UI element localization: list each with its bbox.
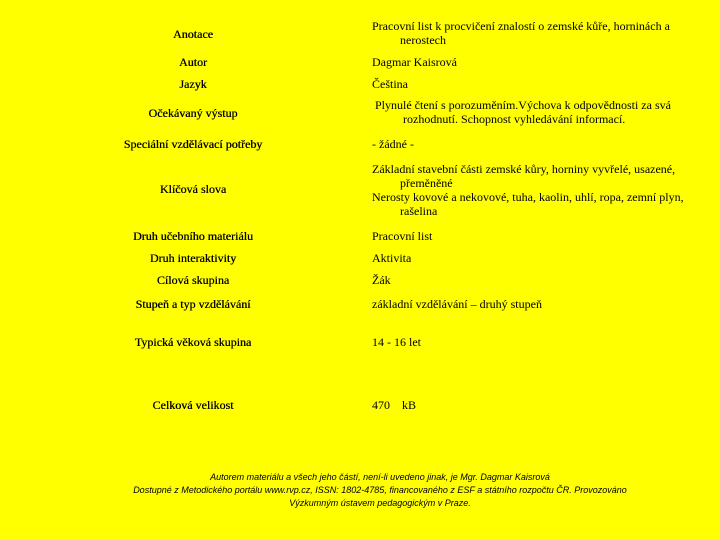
footer-line: Autorem materiálu a všech jeho částí, není-li uvedeno jinak, je Mgr. Dagmar Kaisrová [210, 472, 550, 482]
value-druh-interaktivity: Aktivita [372, 251, 412, 265]
value-klicova-slova [372, 162, 684, 218]
label-autor: Autor [179, 55, 207, 69]
value-celkova-velikost: 470 kB [372, 398, 417, 412]
label-klicova-slova: Klíčová slova [159, 182, 227, 196]
label-druh-interaktivity: Druh interaktivity [149, 251, 237, 265]
value-stupen-vzdelavani: základní vzdělávání – druhý stupeň [372, 297, 542, 311]
value-vekova-skupina: 14 - 16 let [372, 335, 421, 349]
value-specialni-potreby: - žádné - [372, 137, 414, 151]
label-vekova-skupina: Typická věková skupina [134, 335, 252, 349]
value-druh-materialu: Pracovní list [372, 229, 433, 243]
label-stupen-vzdelavani: Stupeň a typ vzdělávání [135, 297, 251, 311]
value-line: rašelina [400, 204, 438, 218]
value-cilova-skupina: Žák [372, 273, 391, 287]
value-autor: Dagmar Kaisrová [372, 55, 457, 69]
label-celkova-velikost: Celková velikost [152, 398, 234, 412]
value-line: Nerosty kovové a nekovové, tuha, kaolin, uhlí, ropa, zemní plyn, [372, 190, 684, 204]
footer-line: Výzkumným ústavem pedagogickým v Praze. [289, 498, 471, 508]
value-line: Základní stavební části zemské kůry, horniny vyvřelé, usazené, [372, 162, 676, 176]
value-anotace [372, 19, 670, 47]
label-anotace: Anotace [173, 27, 213, 41]
label-cilova-skupina: Cílová skupina [156, 273, 230, 287]
label-druh-materialu: Druh učebního materiálu [133, 229, 253, 243]
value-line: rozhodnutí. Schopnost vyhledávání informací. [403, 112, 626, 126]
value-line: nerostech [400, 33, 446, 47]
footer-credits [0, 471, 720, 510]
value-line: přeměněné [400, 176, 453, 190]
footer-line: Dostupné z Metodického portálu www.rvp.cz, ISSN: 1802-4785, financovaného z ESF a státního rozpočtu ČR. Provozováno [133, 485, 627, 495]
label-jazyk: Jazyk [179, 77, 207, 91]
value-line: Pracovní list k procvičení znalostí o zemské kůře, horninách a [372, 19, 670, 33]
label-specialni-potreby: Speciální vzdělávací potřeby [123, 137, 263, 151]
label-ocekavany-vystup: Očekávaný výstup [148, 106, 238, 120]
value-ocekavany-vystup [375, 98, 671, 126]
value-line: Plynulé čtení s porozuměním.Výchova k odpovědnosti za svá [375, 98, 671, 112]
value-jazyk: Čeština [372, 77, 408, 91]
